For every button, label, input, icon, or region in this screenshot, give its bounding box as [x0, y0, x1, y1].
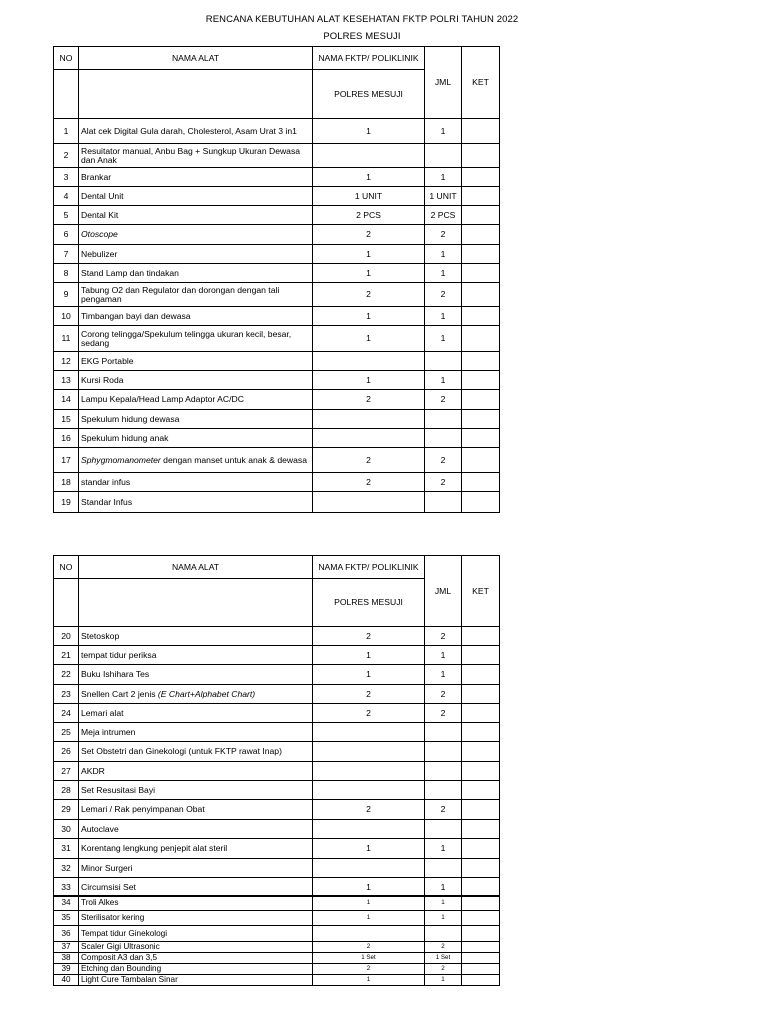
row-name: Meja intrumen [79, 723, 313, 742]
row-qty: 1 [313, 168, 425, 187]
row-ket [462, 896, 500, 911]
row-name: Etching dan Bounding [79, 964, 313, 975]
row-ket [462, 492, 500, 513]
row-no: 10 [54, 307, 79, 326]
row-jml [425, 762, 462, 781]
row-jml: 2 [425, 964, 462, 975]
row-ket [462, 326, 500, 352]
row-jml: 1 [425, 371, 462, 390]
row-ket [462, 839, 500, 859]
row-jml: 2 [425, 685, 462, 704]
row-name: Alat cek Digital Gula darah, Cholesterol, Asam Urat 3 in1 [79, 119, 313, 144]
header-nama-fktp: NAMA FKTP/ POLIKLINIK [313, 556, 425, 579]
row-no: 17 [54, 448, 79, 473]
header-nama-alat: NAMA ALAT [79, 47, 313, 70]
row-no: 19 [54, 492, 79, 513]
equipment-table-2-continued [53, 895, 500, 986]
table-row [54, 371, 500, 390]
header-nama-fktp: NAMA FKTP/ POLIKLINIK [313, 47, 425, 70]
table-row [54, 429, 500, 448]
row-name [79, 685, 313, 704]
row-qty [313, 859, 425, 878]
row-jml: 2 [425, 704, 462, 723]
row-jml [425, 410, 462, 429]
row-qty: 2 [313, 448, 425, 473]
row-qty: 1 [313, 264, 425, 283]
row-jml [425, 781, 462, 800]
row-no: 40 [54, 975, 79, 986]
row-qty: 1 [313, 878, 425, 897]
row-name: EKG Portable [79, 352, 313, 371]
table-row [54, 742, 500, 762]
row-jml: 2 [425, 800, 462, 820]
row-name: Corong telingga/Spekulum telingga ukuran kecil, besar, sedang [79, 326, 313, 352]
table-row [54, 665, 500, 685]
row-qty [313, 926, 425, 942]
row-qty: 2 [313, 704, 425, 723]
row-name: Otoscope [79, 225, 313, 245]
table-row [54, 448, 500, 473]
header-jml: JML [425, 47, 462, 119]
row-ket [462, 264, 500, 283]
row-no: 13 [54, 371, 79, 390]
row-qty: 2 [313, 685, 425, 704]
row-ket [462, 975, 500, 986]
row-ket [462, 964, 500, 975]
row-no: 29 [54, 800, 79, 820]
row-ket [462, 144, 500, 168]
row-no: 6 [54, 225, 79, 245]
header-blank-name [79, 579, 313, 627]
row-name: Brankar [79, 168, 313, 187]
header-blank-name [79, 70, 313, 119]
row-name: Light Cure Tambalan Sinar [79, 975, 313, 986]
table-row [54, 119, 500, 144]
row-qty: 2 [313, 800, 425, 820]
row-name: Spekulum hidung anak [79, 429, 313, 448]
row-no: 15 [54, 410, 79, 429]
table-row [54, 307, 500, 326]
row-jml: 1 [425, 665, 462, 685]
row-no: 28 [54, 781, 79, 800]
row-jml: 1 [425, 896, 462, 911]
row-ket [462, 245, 500, 264]
row-name-italic: (E Chart+Alphabet Chart) [157, 688, 256, 699]
row-no: 1 [54, 119, 79, 144]
row-ket [462, 723, 500, 742]
row-no: 22 [54, 665, 79, 685]
row-ket [462, 911, 500, 926]
row-name: Lemari / Rak penyimpanan Obat [79, 800, 313, 820]
row-qty: 1 Set [313, 953, 425, 964]
table-row [54, 206, 500, 225]
row-jml [425, 723, 462, 742]
table-row [54, 225, 500, 245]
row-no: 2 [54, 144, 79, 168]
table-row [54, 942, 500, 953]
table-row [54, 704, 500, 723]
row-name: Spekulum hidung dewasa [79, 410, 313, 429]
row-jml: 2 [425, 390, 462, 410]
row-name-italic: Sphygmomanometer [81, 454, 161, 465]
table-row [54, 627, 500, 646]
table-row [54, 326, 500, 352]
row-no: 36 [54, 926, 79, 942]
row-no: 3 [54, 168, 79, 187]
row-name: AKDR [79, 762, 313, 781]
row-name [79, 448, 313, 473]
row-name: Troli Alkes [79, 896, 313, 911]
table-row [54, 926, 500, 942]
row-name: Dental Unit [79, 187, 313, 206]
row-no: 39 [54, 964, 79, 975]
row-no: 27 [54, 762, 79, 781]
row-ket [462, 685, 500, 704]
row-jml: 2 [425, 627, 462, 646]
row-qty: 1 [313, 245, 425, 264]
row-ket [462, 473, 500, 492]
row-jml: 1 UNIT [425, 187, 462, 206]
document-title: RENCANA KEBUTUHAN ALAT KESEHATAN FKTP POLRI TAHUN 2022 [205, 14, 519, 25]
row-jml: 2 [425, 283, 462, 307]
row-no: 5 [54, 206, 79, 225]
row-name: Stetoskop [79, 627, 313, 646]
row-no: 24 [54, 704, 79, 723]
row-ket [462, 410, 500, 429]
row-jml: 2 [425, 225, 462, 245]
row-ket [462, 352, 500, 371]
header-nama-alat: NAMA ALAT [79, 556, 313, 579]
row-qty: 2 [313, 964, 425, 975]
table-row [54, 646, 500, 665]
row-jml: 1 Set [425, 953, 462, 964]
row-name: Tabung O2 dan Regulator dan dorongan dengan tali pengaman [79, 283, 313, 307]
row-qty: 2 [313, 627, 425, 646]
row-name: standar infus [79, 473, 313, 492]
row-no: 21 [54, 646, 79, 665]
row-no: 35 [54, 911, 79, 926]
row-jml [425, 820, 462, 839]
row-qty: 1 [313, 896, 425, 911]
row-no: 20 [54, 627, 79, 646]
row-ket [462, 429, 500, 448]
row-jml [425, 926, 462, 942]
row-jml: 1 [425, 119, 462, 144]
row-no: 32 [54, 859, 79, 878]
row-jml [425, 352, 462, 371]
row-ket [462, 820, 500, 839]
row-qty: 1 [313, 119, 425, 144]
row-name: Kursi Roda [79, 371, 313, 390]
table-row [54, 975, 500, 986]
row-no: 7 [54, 245, 79, 264]
row-ket [462, 283, 500, 307]
header-ket: KET [462, 47, 500, 119]
row-no: 8 [54, 264, 79, 283]
row-ket [462, 307, 500, 326]
row-qty: 1 [313, 665, 425, 685]
row-name: tempat tidur periksa [79, 646, 313, 665]
table-row [54, 245, 500, 264]
table-row [54, 896, 500, 911]
row-no: 14 [54, 390, 79, 410]
row-ket [462, 448, 500, 473]
table-row [54, 352, 500, 371]
row-qty: 1 [313, 911, 425, 926]
row-qty: 1 [313, 307, 425, 326]
header-ket: KET [462, 556, 500, 627]
table-row [54, 685, 500, 704]
row-jml: 1 [425, 326, 462, 352]
row-jml: 1 [425, 264, 462, 283]
row-qty: 2 [313, 390, 425, 410]
row-ket [462, 168, 500, 187]
table-row [54, 492, 500, 513]
row-jml: 1 [425, 646, 462, 665]
row-qty [313, 429, 425, 448]
table-row [54, 820, 500, 839]
table-row [54, 410, 500, 429]
row-name: Buku Ishihara Tes [79, 665, 313, 685]
row-no: 25 [54, 723, 79, 742]
table-row [54, 964, 500, 975]
row-name: Scaler Gigi Ultrasonic [79, 942, 313, 953]
row-no: 34 [54, 896, 79, 911]
row-jml [425, 429, 462, 448]
row-ket [462, 390, 500, 410]
row-no: 12 [54, 352, 79, 371]
table-row [54, 187, 500, 206]
row-name: Stand Lamp dan tindakan [79, 264, 313, 283]
row-name: Autoclave [79, 820, 313, 839]
row-jml [425, 859, 462, 878]
row-qty: 1 UNIT [313, 187, 425, 206]
row-no: 31 [54, 839, 79, 859]
row-no: 16 [54, 429, 79, 448]
row-no: 11 [54, 326, 79, 352]
table-row [54, 800, 500, 820]
row-name: Set Resusitasi Bayi [79, 781, 313, 800]
document-subtitle: POLRES MESUJI [323, 31, 401, 42]
row-no: 38 [54, 953, 79, 964]
table-row [54, 264, 500, 283]
header-no: NO [54, 556, 79, 579]
row-jml: 2 [425, 942, 462, 953]
row-qty: 1 [313, 839, 425, 859]
row-ket [462, 225, 500, 245]
row-jml: 1 [425, 245, 462, 264]
row-ket [462, 119, 500, 144]
row-ket [462, 926, 500, 942]
row-ket [462, 206, 500, 225]
row-name: Circumsisi Set [79, 878, 313, 897]
row-jml: 1 [425, 878, 462, 897]
row-ket [462, 704, 500, 723]
row-jml: 1 [425, 911, 462, 926]
row-no: 26 [54, 742, 79, 762]
row-qty: 2 [313, 473, 425, 492]
equipment-table-2 [53, 555, 500, 897]
row-name: Lampu Kepala/Head Lamp Adaptor AC/DC [79, 390, 313, 410]
row-ket [462, 878, 500, 897]
row-name: Lemari alat [79, 704, 313, 723]
row-jml [425, 742, 462, 762]
row-qty [313, 144, 425, 168]
row-name: Timbangan bayi dan dewasa [79, 307, 313, 326]
row-name: Resuitator manual, Anbu Bag + Sungkup Ukuran Dewasa dan Anak [79, 144, 313, 168]
row-ket [462, 646, 500, 665]
row-name: Korentang lengkung penjepit alat steril [79, 839, 313, 859]
row-no: 4 [54, 187, 79, 206]
header-polres: POLRES MESUJI [313, 579, 425, 627]
row-ket [462, 859, 500, 878]
row-ket [462, 187, 500, 206]
table-row [54, 878, 500, 897]
row-qty: 1 [313, 326, 425, 352]
row-jml: 2 [425, 473, 462, 492]
row-jml: 1 [425, 307, 462, 326]
row-qty: 2 [313, 225, 425, 245]
row-jml: 2 PCS [425, 206, 462, 225]
row-no: 23 [54, 685, 79, 704]
table-row [54, 390, 500, 410]
header-polres: POLRES MESUJI [313, 70, 425, 119]
row-jml: 1 [425, 975, 462, 986]
row-no: 18 [54, 473, 79, 492]
table-row [54, 953, 500, 964]
row-qty: 1 [313, 646, 425, 665]
row-ket [462, 942, 500, 953]
row-qty [313, 742, 425, 762]
row-ket [462, 627, 500, 646]
row-qty: 1 [313, 371, 425, 390]
table-row [54, 781, 500, 800]
row-qty: 2 [313, 942, 425, 953]
row-jml [425, 492, 462, 513]
header-blank-no [54, 70, 79, 119]
row-qty: 2 [313, 283, 425, 307]
row-qty [313, 723, 425, 742]
header-no: NO [54, 47, 79, 70]
table-row [54, 911, 500, 926]
table-row [54, 762, 500, 781]
table-row [54, 859, 500, 878]
row-qty [313, 410, 425, 429]
table-row [54, 473, 500, 492]
row-jml: 2 [425, 448, 462, 473]
row-no: 9 [54, 283, 79, 307]
row-qty [313, 781, 425, 800]
table-row [54, 283, 500, 307]
row-name: Composit A3 dan 3,5 [79, 953, 313, 964]
row-qty [313, 352, 425, 371]
row-jml [425, 144, 462, 168]
row-jml: 1 [425, 168, 462, 187]
row-name: Nebulizer [79, 245, 313, 264]
row-ket [462, 742, 500, 762]
row-ket [462, 781, 500, 800]
row-qty [313, 820, 425, 839]
row-name: Set Obstetri dan Ginekologi (untuk FKTP rawat Inap) [79, 742, 313, 762]
row-ket [462, 665, 500, 685]
row-ket [462, 953, 500, 964]
row-no: 33 [54, 878, 79, 897]
header-blank-no [54, 579, 79, 627]
row-ket [462, 800, 500, 820]
row-no: 37 [54, 942, 79, 953]
row-name: Minor Surgeri [79, 859, 313, 878]
row-jml: 1 [425, 839, 462, 859]
row-name: Tempat tidur Ginekologi [79, 926, 313, 942]
table-row [54, 839, 500, 859]
header-jml: JML [425, 556, 462, 627]
row-name: Standar Infus [79, 492, 313, 513]
row-ket [462, 371, 500, 390]
row-qty: 2 PCS [313, 206, 425, 225]
row-name: Sterilisator kering [79, 911, 313, 926]
row-name: Dental Kit [79, 206, 313, 225]
row-no: 30 [54, 820, 79, 839]
row-name-text: Snellen Cart 2 jenis [81, 688, 158, 699]
row-name-rest: dengan manset untuk anak & dewasa [160, 454, 307, 465]
row-qty [313, 492, 425, 513]
table-row [54, 723, 500, 742]
row-qty: 1 [313, 975, 425, 986]
equipment-table-1 [53, 46, 500, 513]
row-qty [313, 762, 425, 781]
table-row [54, 168, 500, 187]
table-row [54, 144, 500, 168]
row-ket [462, 762, 500, 781]
